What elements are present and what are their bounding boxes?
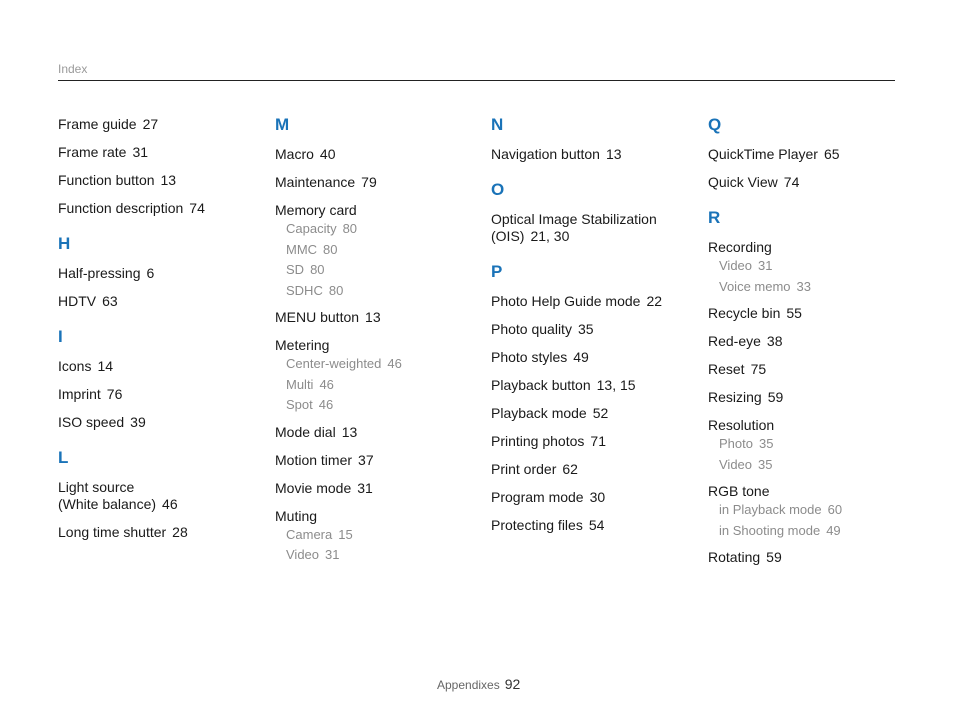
entry-page-numbers: 38 <box>766 333 783 349</box>
index-entry <box>58 172 258 189</box>
index-section <box>58 116 258 217</box>
index-entry <box>708 549 908 566</box>
entry-term: ISO speed <box>58 414 125 430</box>
sub-entry-term: Photo <box>719 436 753 451</box>
index-entry <box>275 480 475 497</box>
footer-page-number: 92 <box>504 676 521 692</box>
entry-page-numbers: 59 <box>767 389 784 405</box>
entry-page-numbers: 13 <box>605 146 622 162</box>
index-entry <box>708 333 908 350</box>
entry-term: Half-pressing <box>58 265 141 281</box>
entry-page-numbers: 76 <box>106 386 123 402</box>
entry-line <box>491 405 691 422</box>
index-section <box>58 328 258 431</box>
index-sub-entry <box>286 240 475 261</box>
entry-page-numbers: 74 <box>189 200 205 216</box>
entry-page-numbers: 39 <box>130 414 146 430</box>
index-section <box>491 181 691 245</box>
entry-line <box>58 200 258 217</box>
entry-line <box>58 144 258 161</box>
section-letter-heading: N <box>491 115 504 134</box>
entry-term: Red-eye <box>708 333 761 349</box>
entry-page-numbers: 49 <box>573 349 589 365</box>
index-entry <box>491 489 691 506</box>
entry-line <box>708 549 908 566</box>
entry-term: Quick View <box>708 174 778 190</box>
index-entry <box>275 424 475 441</box>
sub-entry-page-numbers: 35 <box>758 436 774 451</box>
entry-term: Motion timer <box>275 451 353 468</box>
index-entry <box>58 200 258 217</box>
sub-entry-page-numbers: 80 <box>323 241 338 257</box>
entry-line <box>275 174 475 191</box>
index-entry <box>58 358 258 375</box>
entry-term: Photo quality <box>491 321 572 337</box>
index-section <box>491 263 691 534</box>
entry-term: Program mode <box>491 489 584 505</box>
entry-line <box>491 146 691 163</box>
entry-page-numbers: 27 <box>142 116 159 132</box>
entry-term: Protecting files <box>491 517 583 533</box>
index-entry <box>708 361 908 378</box>
entry-page-numbers: 55 <box>786 305 802 321</box>
entry-term: Memory card <box>275 202 357 218</box>
entry-line <box>58 293 258 310</box>
entry-line <box>58 358 258 375</box>
entry-term: Photo styles <box>491 349 568 365</box>
section-letter-heading: O <box>491 180 505 199</box>
index-entry <box>708 174 908 191</box>
index-entry <box>275 508 475 566</box>
entry-line <box>491 461 691 478</box>
index-entry <box>708 417 908 475</box>
index-entry <box>58 265 258 282</box>
entry-term: Macro <box>275 146 314 162</box>
sub-entry-term: in Shooting mode <box>719 522 821 538</box>
sub-entry-term: SD <box>286 262 305 277</box>
entry-line <box>58 172 258 189</box>
entry-page-numbers: 13 <box>365 309 381 325</box>
index-entry <box>275 146 475 163</box>
entry-line <box>275 480 475 497</box>
entry-page-numbers: 14 <box>97 358 114 374</box>
index-entry <box>491 517 691 534</box>
entry-term: Metering <box>275 337 330 353</box>
index-entry <box>491 349 691 366</box>
entry-term: Icons <box>58 358 92 374</box>
index-column-4 <box>708 116 908 584</box>
sub-entry-term: in Playback mode <box>719 502 822 517</box>
entry-term: HDTV <box>58 293 97 309</box>
entry-line <box>708 305 908 322</box>
sub-entry-page-numbers: 80 <box>342 221 358 236</box>
index-entry <box>491 211 691 245</box>
index-sub-entry <box>286 375 475 396</box>
index-entry <box>708 239 908 297</box>
entry-line <box>708 483 908 500</box>
entry-page-numbers: 59 <box>766 549 782 565</box>
entry-page-numbers: 63 <box>102 293 118 309</box>
index-sub-entry <box>286 281 475 302</box>
entry-line <box>58 524 258 541</box>
entry-line <box>708 417 908 434</box>
entry-term: RGB tone <box>708 483 770 499</box>
sub-entry-page-numbers: 46 <box>318 397 334 412</box>
index-entry <box>491 293 691 310</box>
index-entry <box>58 414 258 431</box>
index-entry <box>58 144 258 161</box>
entry-term: Recycle bin <box>708 305 781 321</box>
entry-line <box>491 517 691 534</box>
entry-page-numbers: 75 <box>750 361 767 377</box>
entry-term: Mode dial <box>275 423 336 440</box>
entry-page-numbers: 62 <box>562 461 578 477</box>
index-entry <box>708 305 908 322</box>
index-section <box>58 235 258 310</box>
entry-line <box>491 293 691 310</box>
entry-term: Playback mode <box>491 405 587 421</box>
sub-entry-page-numbers: 15 <box>338 526 353 542</box>
entry-page-numbers: 35 <box>577 321 594 337</box>
index-entry <box>491 146 691 163</box>
index-sub-entry <box>719 455 908 476</box>
entry-line <box>491 377 691 394</box>
entry-page-numbers: 79 <box>361 174 377 190</box>
index-entry <box>58 116 258 133</box>
entry-page-numbers: 31 <box>132 144 149 160</box>
entry-line <box>491 489 691 506</box>
sub-entry-term: MMC <box>286 241 318 257</box>
entry-line <box>275 309 475 326</box>
entry-line <box>708 239 908 256</box>
header-divider <box>58 80 895 81</box>
entry-term: Resizing <box>708 389 762 405</box>
sub-entry-term: Spot <box>286 397 313 412</box>
index-entry <box>491 377 691 394</box>
entry-page-numbers: 13 <box>341 423 358 440</box>
sub-entry-page-numbers: 80 <box>310 262 325 277</box>
index-entry <box>491 321 691 338</box>
index-entry <box>58 479 258 513</box>
entry-term: Print order <box>491 461 557 477</box>
entry-term: Function description <box>58 200 184 216</box>
entry-page-numbers: 13 <box>160 172 177 188</box>
index-entry <box>58 524 258 541</box>
sub-entry-term: Video <box>286 547 320 562</box>
entry-term: Reset <box>708 361 745 377</box>
index-sub-entry <box>286 525 475 546</box>
section-letter-heading: Q <box>708 115 722 134</box>
entry-line <box>708 146 908 163</box>
entry-page-numbers: 71 <box>590 433 606 449</box>
entry-line <box>275 452 475 469</box>
entry-term-line2: (OIS) <box>491 228 525 244</box>
sub-entry-page-numbers: 60 <box>827 502 843 517</box>
index-sub-entry <box>286 395 475 416</box>
section-letter-heading: H <box>58 234 71 253</box>
index-sub-entry <box>286 219 475 240</box>
entry-term: Muting <box>275 507 318 524</box>
sub-entry-term: Video <box>719 258 753 273</box>
index-section <box>275 116 475 566</box>
page-footer <box>437 676 520 692</box>
entry-term-line2: (White balance) <box>58 496 157 512</box>
entry-line <box>275 337 475 354</box>
entry-line <box>708 389 908 406</box>
page-header-label: Index <box>58 62 88 76</box>
entry-page-numbers: 21, 30 <box>530 228 570 244</box>
sub-entry-page-numbers: 31 <box>758 258 773 273</box>
sub-entry-term: SDHC <box>286 282 323 298</box>
entry-line <box>708 174 908 191</box>
entry-page-numbers: 30 <box>589 489 606 505</box>
index-section <box>708 116 908 191</box>
sub-entry-term: Center-weighted <box>286 356 382 371</box>
entry-term: Resolution <box>708 417 775 433</box>
index-section <box>58 449 258 541</box>
entry-term: QuickTime Player <box>708 146 818 162</box>
entry-term: Photo Help Guide mode <box>491 293 641 309</box>
footer-section-label: Appendixes <box>437 678 500 692</box>
entry-line <box>58 116 258 133</box>
index-entry <box>58 293 258 310</box>
entry-term: Navigation button <box>491 146 600 162</box>
sub-entry-page-numbers: 49 <box>826 522 841 538</box>
entry-line <box>491 349 691 366</box>
entry-page-numbers: 13, 15 <box>596 377 636 393</box>
entry-term: Frame guide <box>58 116 137 132</box>
sub-entry-term: Multi <box>286 376 314 392</box>
entry-term: Function button <box>58 172 155 188</box>
entry-line <box>275 146 475 163</box>
sub-entry-term: Camera <box>286 526 333 542</box>
entry-term: Long time shutter <box>58 524 167 540</box>
index-entry <box>708 483 908 541</box>
entry-term: MENU button <box>275 309 360 325</box>
entry-term: Optical Image Stabilization <box>491 211 657 227</box>
entry-term: Maintenance <box>275 174 356 190</box>
index-entry <box>275 202 475 301</box>
entry-page-numbers: 54 <box>588 517 605 533</box>
sub-entry-page-numbers: 35 <box>758 456 773 472</box>
entry-page-numbers: 31 <box>357 479 373 496</box>
index-entry <box>275 337 475 416</box>
index-entry <box>275 452 475 469</box>
section-letter-heading: M <box>275 115 290 134</box>
entry-page-numbers: 40 <box>319 146 336 162</box>
index-column-1 <box>58 116 258 559</box>
sub-entry-page-numbers: 46 <box>319 376 334 392</box>
index-sub-entry <box>719 434 908 455</box>
index-sub-entry <box>286 260 475 281</box>
index-entry <box>275 174 475 191</box>
index-column-2 <box>275 116 475 584</box>
section-letter-heading: P <box>491 262 503 281</box>
entry-page-numbers: 6 <box>146 265 155 281</box>
entry-term: Light source <box>58 479 135 495</box>
entry-term-continued <box>58 496 258 513</box>
entry-page-numbers: 37 <box>358 451 374 468</box>
section-letter-heading: L <box>58 448 69 467</box>
entry-term: Movie mode <box>275 479 352 496</box>
index-entry <box>275 309 475 326</box>
entry-term: Playback button <box>491 377 591 393</box>
index-entry <box>491 461 691 478</box>
entry-line <box>708 361 908 378</box>
entry-line <box>58 414 258 431</box>
index-sub-entry <box>719 277 908 298</box>
sub-entry-page-numbers: 80 <box>328 282 344 298</box>
index-sub-entry <box>719 256 908 277</box>
index-entry <box>708 389 908 406</box>
index-entry <box>58 386 258 403</box>
entry-line <box>491 433 691 450</box>
sub-entry-term: Voice memo <box>719 278 791 294</box>
entry-term: Imprint <box>58 386 101 402</box>
index-entry <box>491 405 691 422</box>
entry-line <box>58 265 258 282</box>
entry-line <box>275 424 475 441</box>
index-entry <box>491 433 691 450</box>
entry-line <box>708 333 908 350</box>
index-column-3 <box>491 116 691 552</box>
entry-term: Recording <box>708 239 772 255</box>
entry-term: Rotating <box>708 549 761 565</box>
entry-page-numbers: 52 <box>592 405 609 421</box>
sub-entry-page-numbers: 33 <box>796 278 812 294</box>
entry-line <box>275 202 475 219</box>
sub-entry-page-numbers: 31 <box>325 547 340 562</box>
sub-entry-page-numbers: 46 <box>387 356 402 371</box>
entry-page-numbers: 74 <box>783 174 800 190</box>
entry-line <box>275 508 475 525</box>
section-letter-heading: I <box>58 327 63 346</box>
index-sub-entry <box>719 500 908 521</box>
sub-entry-term: Video <box>719 456 753 472</box>
entry-term: Printing photos <box>491 433 585 449</box>
index-entry <box>708 146 908 163</box>
entry-page-numbers: 22 <box>646 293 663 309</box>
index-section <box>708 209 908 566</box>
section-letter-heading: R <box>708 208 721 227</box>
entry-line <box>58 386 258 403</box>
entry-term: Frame rate <box>58 144 127 160</box>
entry-page-numbers: 46 <box>162 496 178 512</box>
entry-page-numbers: 28 <box>172 524 188 540</box>
entry-line <box>491 321 691 338</box>
index-section <box>491 116 691 163</box>
index-sub-entry <box>286 354 475 375</box>
index-sub-entry <box>719 521 908 542</box>
index-sub-entry <box>286 545 475 566</box>
sub-entry-term: Capacity <box>286 221 337 236</box>
entry-page-numbers: 65 <box>823 146 840 162</box>
entry-term-continued <box>491 228 691 245</box>
